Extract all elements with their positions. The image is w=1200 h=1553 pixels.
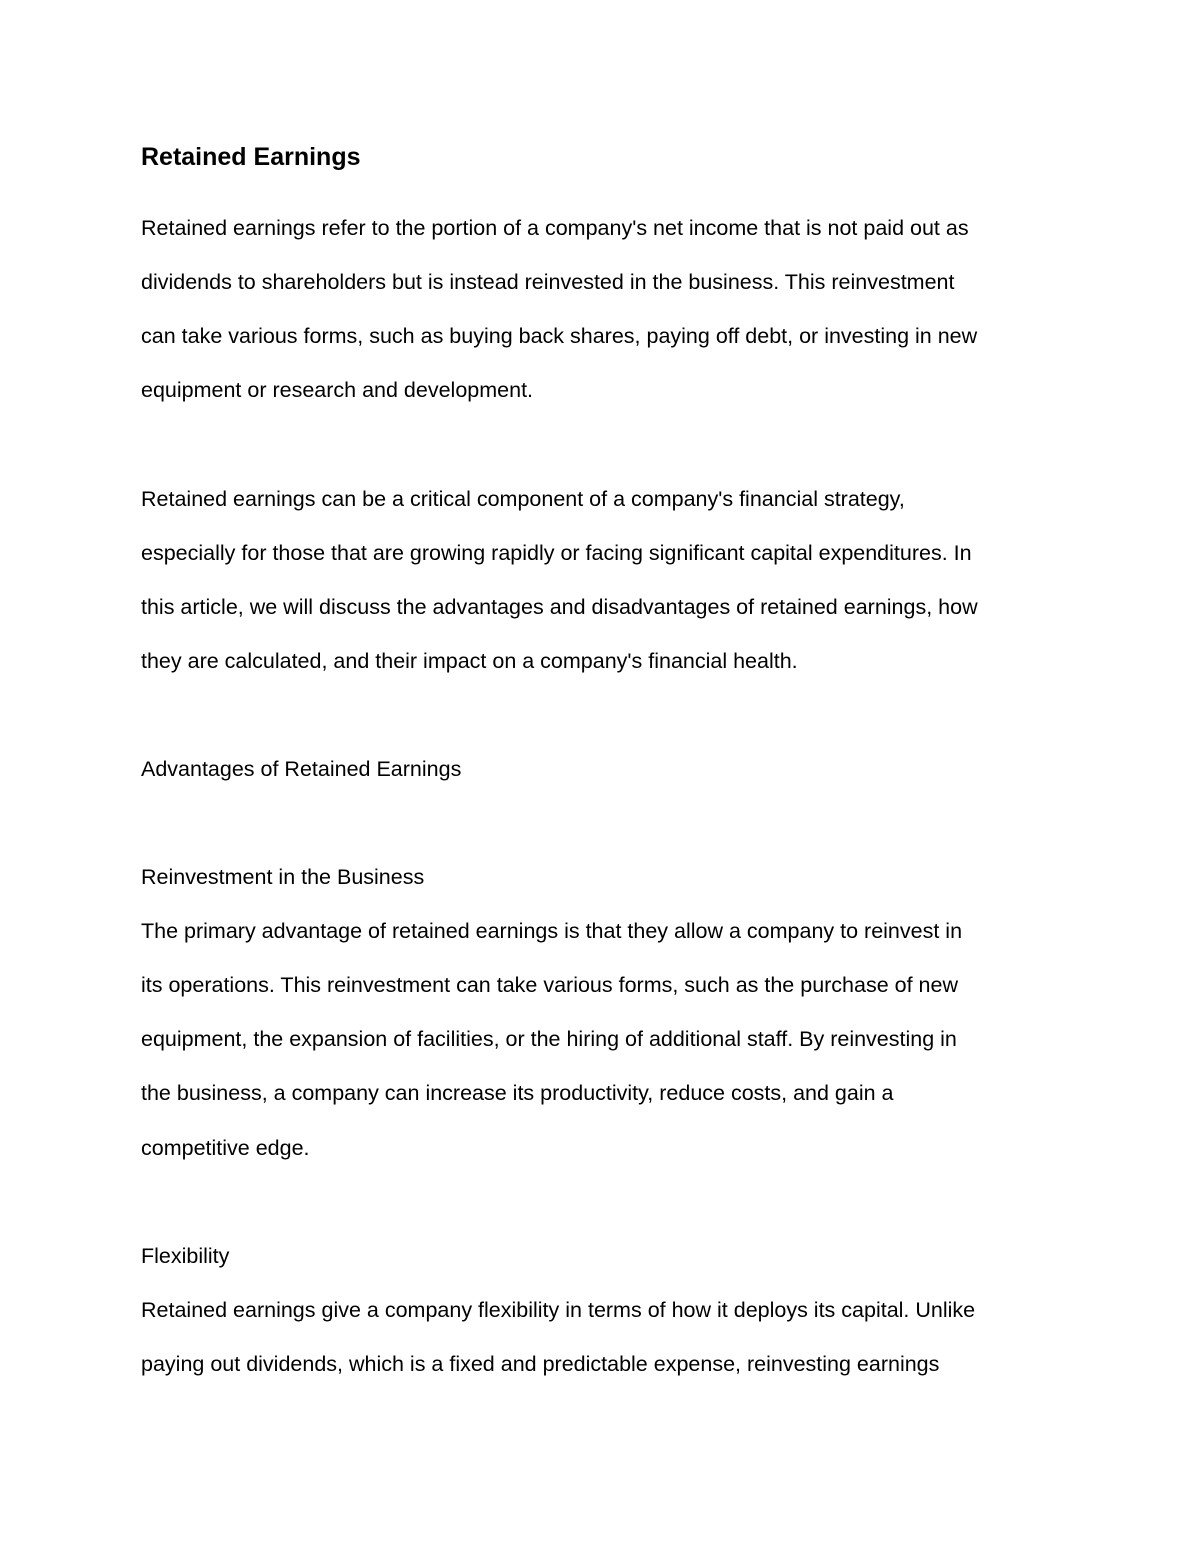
paragraph-2-line-3: this article, we will discuss the advantages and disadvantages of retained earnings, how (141, 595, 978, 619)
subsection-1-line-4: the business, a company can increase its productivity, reduce costs, and gain a (141, 1081, 894, 1105)
paragraph-2-line-2: especially for those that are growing rapidly or facing significant capital expenditures. In (141, 541, 972, 565)
paragraph-2-line-4: they are calculated, and their impact on a company's financial health. (141, 649, 798, 673)
paragraph-1-line-3: can take various forms, such as buying back shares, paying off debt, or investing in new (141, 324, 978, 348)
subsection-1-line-1: The primary advantage of retained earnings is that they allow a company to reinvest in (141, 919, 963, 943)
subsection-2-line-1: Retained earnings give a company flexibility in terms of how it deploys its capital. Unlike (141, 1298, 976, 1322)
paragraph-1-line-2: dividends to shareholders but is instead reinvested in the business. This reinvestment (141, 270, 955, 294)
subsection-1-line-2: its operations. This reinvestment can take various forms, such as the purchase of new (141, 973, 958, 997)
subsection-2-line-2: paying out dividends, which is a fixed and predictable expense, reinvesting earnings (141, 1352, 940, 1376)
subsection-1-line-3: equipment, the expansion of facilities, or the hiring of additional staff. By reinvesting in (141, 1027, 957, 1051)
paragraph-1-line-4: equipment or research and development. (141, 378, 534, 402)
section-heading: Advantages of Retained Earnings (141, 757, 462, 781)
subsection-1-line-5: competitive edge. (141, 1136, 310, 1160)
paragraph-1-line-1: Retained earnings refer to the portion of a company's net income that is not paid out as (141, 216, 969, 240)
subsection-1-heading: Reinvestment in the Business (141, 865, 425, 889)
subsection-2-heading: Flexibility (141, 1244, 230, 1268)
paragraph-2-line-1: Retained earnings can be a critical component of a company's financial strategy, (141, 487, 905, 511)
document-title: Retained Earnings (141, 143, 361, 171)
